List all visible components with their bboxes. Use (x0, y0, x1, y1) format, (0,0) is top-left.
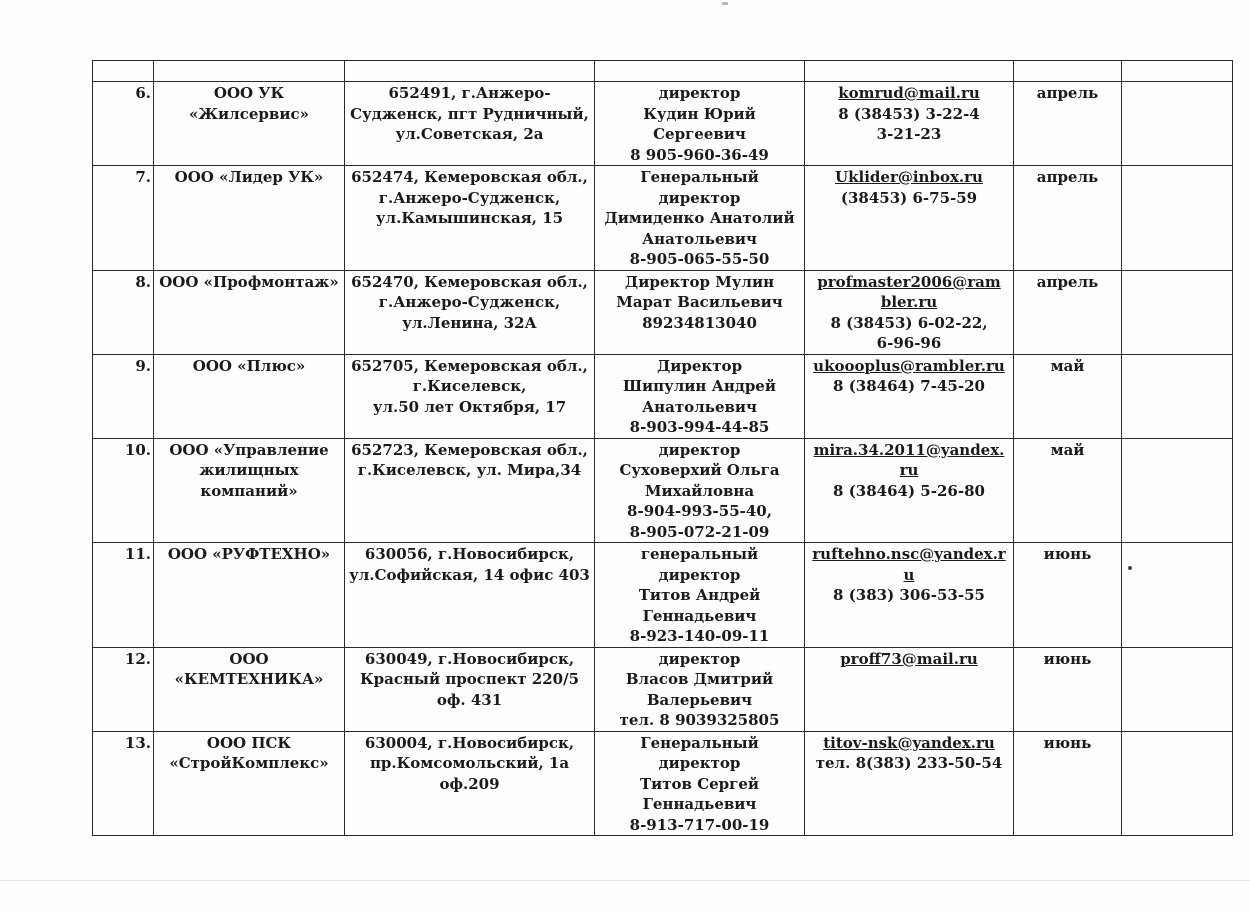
table-row (93, 731, 1233, 836)
head-contact-line: директор (658, 84, 741, 102)
header-cell (154, 61, 345, 82)
head-contact-line: Генеральный (640, 733, 759, 752)
phone-line: 8 (38464) 7-45-20 (833, 377, 985, 395)
head-contact-line: директор (658, 754, 741, 772)
organization-cell (154, 731, 345, 836)
phone-line: 3-21-23 (876, 125, 942, 143)
empty-cell (1122, 354, 1233, 438)
contacts-cell (805, 270, 1014, 354)
scan-artifact-top (722, 2, 728, 5)
email-link[interactable]: bler.ru (880, 293, 938, 311)
empty-cell (1122, 82, 1233, 166)
row-number-cell (93, 166, 154, 271)
head-cell (595, 731, 805, 836)
head-contact-line: Титов Андрей (638, 586, 761, 604)
address-cell (345, 166, 595, 271)
month: июнь (1043, 545, 1092, 563)
row-number: 8. (135, 272, 151, 291)
address-line: 652705, Кемеровская обл., (351, 356, 588, 375)
organization-cell (154, 438, 345, 543)
address-line: Красный проспект 220/5 (359, 670, 580, 688)
contacts-cell (805, 166, 1014, 271)
head-contact-line: Геннадьевич (642, 606, 757, 625)
empty-cell (1122, 543, 1233, 648)
email-link[interactable]: komrud@mail.ru (838, 84, 980, 102)
row-number: 7. (135, 168, 151, 186)
head-contact-line: Марат Васильевич (616, 293, 783, 311)
address-line: 630049, г.Новосибирск, (364, 649, 575, 668)
organization-name-line: ООО «Лидер УК» (174, 168, 324, 186)
scan-artifact-bottom-line (0, 880, 1250, 881)
address-line: 630004, г.Новосибирск, (364, 733, 575, 752)
organization-name-line: ООО «Плюс» (192, 356, 306, 375)
table-row (93, 82, 1233, 166)
organization-cell (154, 82, 345, 166)
head-cell (595, 270, 805, 354)
address-cell (345, 647, 595, 731)
month: апрель (1036, 272, 1099, 291)
row-number: 12. (124, 649, 151, 668)
phone-line: (38453) 6-75-59 (840, 188, 978, 207)
email-link[interactable]: u (903, 565, 915, 584)
row-number-cell (93, 647, 154, 731)
address-cell (345, 438, 595, 543)
table-row (93, 543, 1233, 648)
header-cell (1122, 61, 1233, 82)
head-contact-line: 8-905-065-55-50 (629, 250, 770, 268)
empty-cell (1122, 166, 1233, 271)
address-line: 652723, Кемеровская обл., (351, 440, 588, 459)
organization-cell (154, 543, 345, 648)
organization-name-line: жилищных (199, 461, 299, 479)
month-cell (1014, 731, 1122, 836)
organization-name-line: ООО УК (213, 84, 285, 102)
head-contact-line: Анатольевич (641, 229, 758, 248)
month: май (1050, 356, 1085, 375)
month-cell (1014, 166, 1122, 271)
address-line: 652491, г.Анжеро- (388, 84, 551, 102)
row-number-cell (93, 731, 154, 836)
organization-name-line: компаний» (200, 481, 298, 500)
head-contact-line: 8-913-717-00-19 (629, 815, 770, 834)
month-cell (1014, 82, 1122, 166)
email-link[interactable]: Uklider@inbox.ru (835, 168, 983, 186)
head-contact-line: генеральный (640, 545, 759, 563)
head-contact-line: Кудин Юрий (643, 104, 756, 123)
organization-cell (154, 166, 345, 271)
phone-line: 6-96-96 (876, 334, 942, 352)
head-contact-line: 8 905-960-36-49 (630, 145, 769, 164)
organization-name-line: «СтройКомплекс» (169, 754, 329, 772)
contacts-cell (805, 543, 1014, 648)
address-line: оф. 431 (436, 690, 503, 709)
organization-name-line: ООО ПСК (206, 733, 292, 752)
head-cell (595, 166, 805, 271)
head-contact-line: 8-905-072-21-09 (629, 522, 770, 541)
contacts-cell (805, 731, 1014, 836)
organization-name-line: ООО «Управление (169, 440, 329, 459)
address-cell (345, 543, 595, 648)
month: июнь (1043, 733, 1092, 752)
table-row (93, 354, 1233, 438)
head-cell (595, 438, 805, 543)
month-cell (1014, 438, 1122, 543)
header-cell (595, 61, 805, 82)
organization-name-line: ООО (229, 649, 269, 668)
empty-cell (1122, 647, 1233, 731)
month-cell (1014, 543, 1122, 648)
header-cell (1014, 61, 1122, 82)
phone-line: 8 (383) 306-53-55 (833, 586, 985, 604)
empty-cell (1122, 731, 1233, 836)
header-cell (93, 61, 154, 82)
month-cell (1014, 354, 1122, 438)
email-link[interactable]: ru (899, 461, 919, 479)
month: июнь (1043, 649, 1092, 668)
address-line: г.Киселевск, ул. Мира,34 (357, 461, 582, 479)
address-line: ул.Софийская, 14 офис 403 (349, 565, 590, 584)
address-line: ул.Советская, 2а (395, 125, 544, 143)
head-contact-line: Директор Мулин (624, 272, 775, 291)
address-line: ул.Ленина, 32А (402, 313, 537, 332)
table-row (93, 438, 1233, 543)
contacts-cell (805, 82, 1014, 166)
month: апрель (1036, 168, 1099, 186)
address-line: Судженск, пгт Рудничный, (350, 104, 589, 123)
organization-name-line: «Жилсервис» (189, 104, 309, 123)
head-contact-line: директор (658, 440, 741, 459)
address-line: пр.Комсомольский, 1а (369, 754, 570, 772)
row-number: 6. (135, 84, 151, 102)
organization-name-line: «КЕМТЕХНИКА» (174, 670, 324, 688)
row-number: 10. (124, 440, 151, 459)
head-contact-line: Валерьевич (646, 690, 753, 709)
month-cell (1014, 647, 1122, 731)
row-number: 11. (124, 545, 151, 563)
organization-name-line: ООО «РУФТЕХНО» (167, 545, 331, 563)
email-link[interactable]: titov-nsk@yandex.ru (823, 733, 995, 752)
head-contact-line: 8-923-140-09-11 (629, 627, 770, 645)
head-cell (595, 543, 805, 648)
head-cell (595, 647, 805, 731)
head-contact-line: Власов Дмитрий (625, 670, 774, 688)
table-row (93, 166, 1233, 271)
row-number: 13. (124, 733, 151, 752)
empty-cell (1122, 438, 1233, 543)
contacts-cell (805, 438, 1014, 543)
phone-line: 8 (38464) 5-26-80 (833, 481, 985, 500)
organization-cell (154, 354, 345, 438)
head-contact-line: Геннадьевич (642, 795, 757, 813)
table-header-row (93, 61, 1233, 82)
head-contact-line: директор (658, 565, 741, 584)
head-contact-line: 89234813040 (642, 313, 757, 332)
head-contact-line: директор (658, 649, 741, 668)
head-contact-line: Генеральный (640, 168, 759, 186)
head-contact-line: Сергеевич (653, 125, 746, 143)
table-row (93, 647, 1233, 731)
address-line: 652474, Кемеровская обл., (351, 168, 588, 186)
head-contact-line: Шипулин Андрей (623, 377, 776, 395)
address-cell (345, 354, 595, 438)
row-number-cell (93, 82, 154, 166)
organizations-table (92, 60, 1233, 836)
phone-line: 8 (38453) 6-02-22, (830, 313, 988, 332)
organization-cell (154, 270, 345, 354)
header-cell (805, 61, 1014, 82)
address-cell (345, 82, 595, 166)
address-line: г.Анжеро-Судженск, (378, 188, 561, 207)
head-cell (595, 354, 805, 438)
row-number-cell (93, 438, 154, 543)
month: май (1050, 440, 1085, 459)
head-contact-line: директор (658, 188, 741, 207)
head-contact-line: 8-904-993-55-40, (627, 502, 772, 520)
contacts-cell (805, 354, 1014, 438)
header-cell (345, 61, 595, 82)
month: апрель (1036, 84, 1099, 102)
table-row (93, 270, 1233, 354)
address-line: ул.Камышинская, 15 (375, 209, 564, 227)
head-contact-line: Димиденко Анатолий (604, 209, 795, 227)
organization-name-line: ООО «Профмонтаж» (159, 272, 339, 291)
phone-line: 8 (38453) 3-22-4 (838, 104, 980, 123)
email-link[interactable]: profmaster2006@ram (817, 272, 1001, 291)
address-line: г.Анжеро-Судженск, (378, 293, 561, 311)
row-number-cell (93, 354, 154, 438)
email-link[interactable]: ukoooplus@rambler.ru (813, 356, 1005, 375)
head-contact-line: Суховерхий Ольга (619, 461, 780, 479)
head-cell (595, 82, 805, 166)
address-line: 652470, Кемеровская обл., (351, 272, 588, 291)
email-link[interactable]: ruftehno.nsc@yandex.r (812, 545, 1006, 563)
head-contact-line: 8-903-994-44-85 (629, 418, 770, 436)
address-line: 630056, г.Новосибирск, (364, 545, 575, 563)
empty-cell (1122, 270, 1233, 354)
email-link[interactable]: proff73@mail.ru (840, 649, 978, 668)
head-contact-line: Михайловна (644, 481, 755, 500)
head-contact-line: Титов Сергей (639, 774, 760, 793)
row-number: 9. (135, 356, 151, 375)
address-line: оф.209 (439, 774, 500, 793)
email-link[interactable]: mira.34.2011@yandex. (813, 440, 1005, 459)
row-number-cell (93, 543, 154, 648)
address-line: г.Киселевск, (412, 377, 527, 395)
row-number-cell (93, 270, 154, 354)
contacts-cell (805, 647, 1014, 731)
phone-line: тел. 8(383) 233-50-54 (815, 754, 1003, 772)
address-line: ул.50 лет Октября, 17 (372, 397, 567, 416)
head-contact-line: Анатольевич (641, 397, 758, 416)
organization-cell (154, 647, 345, 731)
address-cell (345, 731, 595, 836)
head-contact-line: Директор (656, 356, 743, 375)
address-cell (345, 270, 595, 354)
head-contact-line: тел. 8 9039325805 (619, 711, 780, 729)
month-cell (1014, 270, 1122, 354)
